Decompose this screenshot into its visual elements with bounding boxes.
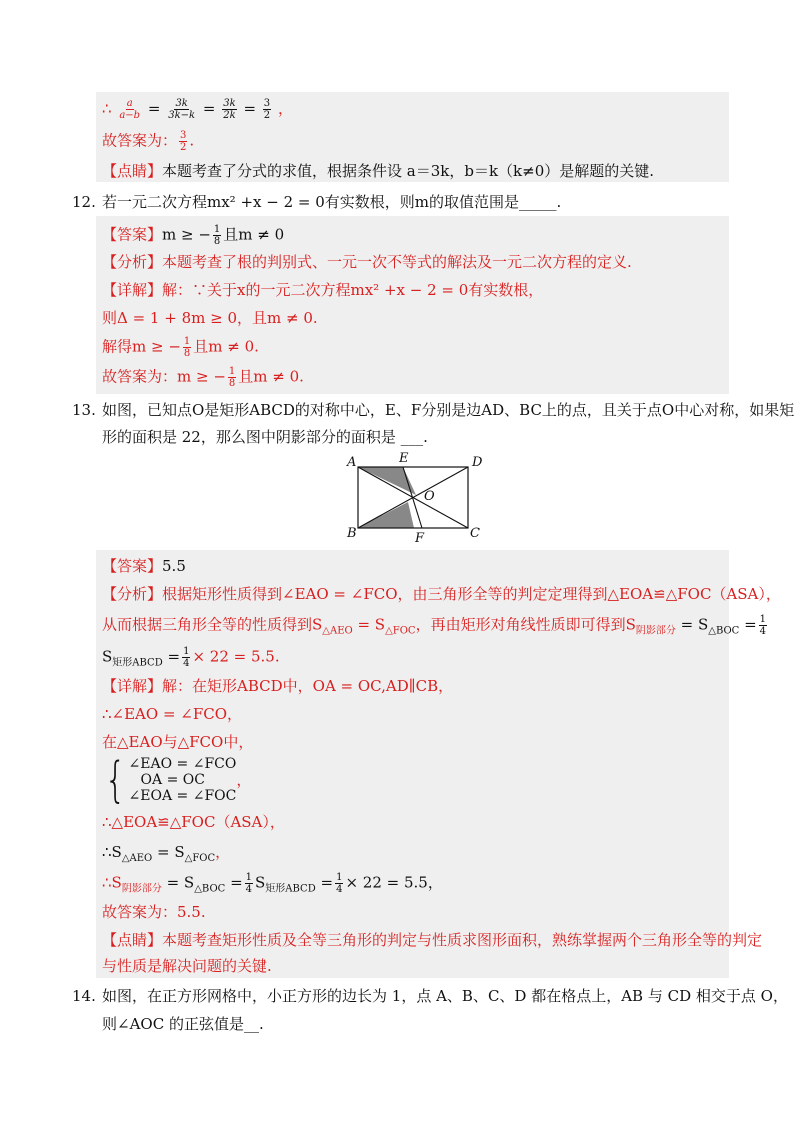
q13-detail-l3: ∴△EOA≌△FOC（ASA）， — [102, 813, 285, 831]
q14-stem-line2: 则∠AOC 的正弦值是__. — [102, 1015, 264, 1033]
label-d: D — [472, 455, 483, 470]
label-f: F — [415, 531, 425, 545]
q14-stem-line1: 如图，在正方形网格中，小正方形的边长为 1，点 A、B、C、D 都在格点上，AB 与 CD 相交于点 O， — [102, 987, 788, 1005]
q13-answer-line: 【答案】5.5 — [102, 557, 186, 575]
q13-equation-system: { ∠EAO = ∠FCO OA = OC ∠EOA = ∠FOC ， — [104, 752, 252, 808]
q13-dianjing-line2: 与性质是解决问题的关键. — [102, 957, 272, 975]
shaded-triangle-bottom — [358, 502, 414, 528]
q12-number: 12. — [72, 193, 96, 211]
q12-final-line: 故答案为：m ≥ − $\frac{1}{8}$ 且m ≠ 0. — [102, 366, 304, 389]
q12-detail-line: 【详解】解：∵关于x的一元二次方程mx² +x − 2 = 0有实数根， — [102, 281, 544, 299]
label-a: A — [347, 455, 357, 470]
q13-detail-line: 【详解】解：在矩形ABCD中，OA = OC,AD∥CB， — [102, 677, 454, 695]
q12-stem: 若一元二次方程mx² +x − 2 = 0有实数根，则m的取值范围是_____. — [102, 193, 562, 211]
q12-detail-line2: 则Δ = 1 + 8m ≥ 0，且m ≠ 0. — [102, 309, 318, 327]
q13-detail-l1: ∴∠EAO = ∠FCO， — [102, 705, 243, 723]
prev-answer-line: 故答案为： $\frac{3}{2}$ . — [102, 130, 195, 153]
q12-answer-line: 【答案】m ≥ − $\frac{1}{8}$ 且m ≠ 0 — [102, 224, 285, 247]
label-e: E — [399, 451, 409, 466]
q13-detail-l4: $\therefore S_{\triangle AEO} = S_{\triangle FOC}$， — [102, 843, 231, 864]
label-o: O — [424, 489, 435, 504]
q12-analysis-line: 【分析】本题考查了根的判别式、一元一次不等式的解法及一元二次方程的定义. — [102, 253, 632, 271]
q13-detail-l6: 故答案为：5.5. — [102, 903, 206, 921]
label-c: C — [470, 526, 480, 541]
q14-number: 14. — [72, 987, 96, 1005]
q13-analysis-line2: 从而根据三角形全等的性质得到$S_{\triangle AEO} = S_{\triangle FOC}$，再由矩形对角线性质即可得到$S_{阴影部分} = S_{\triangle BOC}$ = $\frac{1}{4}$ — [102, 614, 767, 637]
prev-calc-line: ∴ $\frac{a}{a-b}$ = $\frac{3k}{3k-k}$ = $\frac{3k}{2k}$ = $\frac{3}{2}$ ， — [102, 98, 293, 121]
q13-stem-line2: 形的面积是 22，那么图中阴影部分的面积是 ___. — [102, 428, 428, 446]
q13-detail-l5: $\therefore S_{阴影部分} = S_{\triangle BOC}$ = $\frac{1}{4}$ $S_{矩形ABCD}$ = $\frac{1}{4}$ × 22 = 5.5， — [102, 872, 443, 895]
prev-dianjing-line: 【点睛】本题考查了分式的求值，根据条件设 a＝3k，b＝k（k≠0）是解题的关键. — [102, 162, 655, 180]
q13-analysis-line1: 【分析】根据矩形性质得到∠EAO = ∠FCO，由三角形全等的判定定理得到△EOA≌△FOC（ASA）， — [102, 585, 781, 603]
q13-number: 13. — [72, 401, 96, 419]
q13-detail-l2: 在△EAO与△FCO中， — [102, 733, 254, 751]
q12-detail-line3: 解得m ≥ − $\frac{1}{8}$ 且m ≠ 0. — [102, 336, 259, 359]
left-brace-icon: { — [104, 752, 126, 808]
label-b: B — [347, 526, 357, 541]
q13-analysis-line3: $S_{矩形ABCD}$ = $\frac{1}{4}$ × 22 = 5.5. — [102, 646, 280, 669]
q13-stem-line1: 如图，已知点O是矩形ABCD的对称中心，E、F分别是边AD、BC上的点，且关于点O中心对称，如果矩 — [102, 401, 795, 419]
q13-dianjing-line1: 【点睛】本题考查矩形性质及全等三角形的判定与性质求图形面积，熟练掌握两个三角形全等的判定 — [102, 931, 763, 949]
q13-figure — [340, 450, 490, 545]
